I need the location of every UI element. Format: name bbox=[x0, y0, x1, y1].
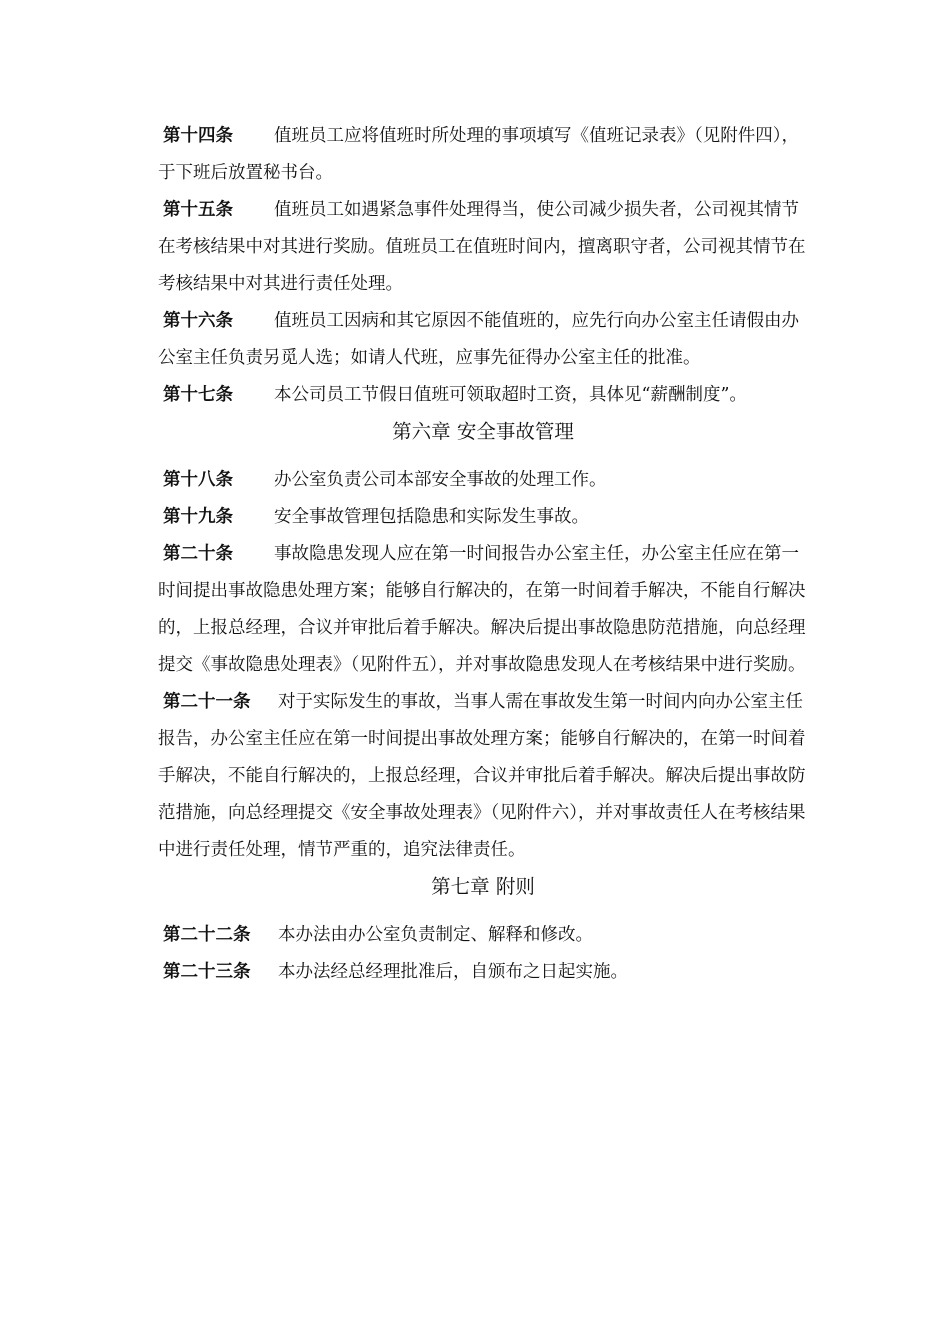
article-14 bbox=[158, 118, 808, 192]
article-21 bbox=[158, 684, 808, 869]
article-text: 本办法由办公室负责制定、解释和修改。 bbox=[278, 925, 593, 945]
article-19 bbox=[158, 499, 808, 536]
chapter-6-heading: 第六章 安全事故管理 bbox=[392, 420, 574, 443]
article-18 bbox=[158, 462, 808, 499]
article-20 bbox=[158, 536, 808, 684]
article-text: 值班员工因病和其它原因不能值班的，应先行向办公室主任请假由办公室主任负责另觅人选；如请人代班，应事先征得办公室主任的批准。 bbox=[158, 311, 799, 368]
article-text: 办公室负责公司本部安全事故的处理工作。 bbox=[274, 470, 607, 490]
article-label: 第二十条 bbox=[163, 544, 233, 564]
chapter-7-heading: 第七章 附则 bbox=[431, 875, 535, 898]
article-label: 第十六条 bbox=[163, 311, 233, 331]
article-label: 第二十三条 bbox=[163, 962, 251, 982]
article-17 bbox=[158, 377, 808, 414]
article-text: 本办法经总经理批准后，自颁布之日起实施。 bbox=[278, 962, 628, 982]
article-label: 第二十二条 bbox=[163, 925, 251, 945]
article-text: 本公司员工节假日值班可领取超时工资，具体见“薪酬制度”。 bbox=[274, 385, 747, 405]
article-label: 第十四条 bbox=[163, 126, 233, 146]
article-label: 第十八条 bbox=[163, 470, 233, 490]
article-15 bbox=[158, 192, 808, 303]
article-label: 第十七条 bbox=[163, 385, 233, 405]
article-text: 事故隐患发现人应在第一时间报告办公室主任，办公室主任应在第一时间提出事故隐患处理方案；能够自行解决的，在第一时间着手解决，不能自行解决的，上报总经理，合议并审批后着手解决。解决后提出事故隐患防范措施，向总经理提交《事故隐患处理表》（见附件五），并对事故隐患发现人在考核结果中进行奖励。 bbox=[158, 544, 806, 675]
article-text: 值班员工如遇紧急事件处理得当，使公司减少损失者，公司视其情节在考核结果中对其进行奖励。值班员工在值班时间内，擅离职守者，公司视其情节在考核结果中对其进行责任处理。 bbox=[158, 200, 806, 294]
document-page bbox=[158, 118, 808, 991]
article-label: 第二十一条 bbox=[163, 692, 251, 712]
article-22 bbox=[158, 917, 808, 954]
article-text: 安全事故管理包括隐患和实际发生事故。 bbox=[274, 507, 589, 527]
article-16 bbox=[158, 303, 808, 377]
article-label: 第十九条 bbox=[163, 507, 233, 527]
article-23 bbox=[158, 954, 808, 991]
article-label: 第十五条 bbox=[163, 200, 233, 220]
article-text: 对于实际发生的事故，当事人需在事故发生第一时间内向办公室主任报告，办公室主任应在第一时间提出事故处理方案；能够自行解决的，在第一时间着手解决，不能自行解决的，上报总经理，合议并审批后着手解决。解决后提出事故防范措施，向总经理提交《安全事故处理表》（见附件六），并对事故责任人在考核结果中进行责任处理，情节严重的，追究法律责任。 bbox=[158, 692, 806, 860]
article-text: 值班员工应将值班时所处理的事项填写《值班记录表》（见附件四），于下班后放置秘书台。 bbox=[158, 126, 799, 183]
